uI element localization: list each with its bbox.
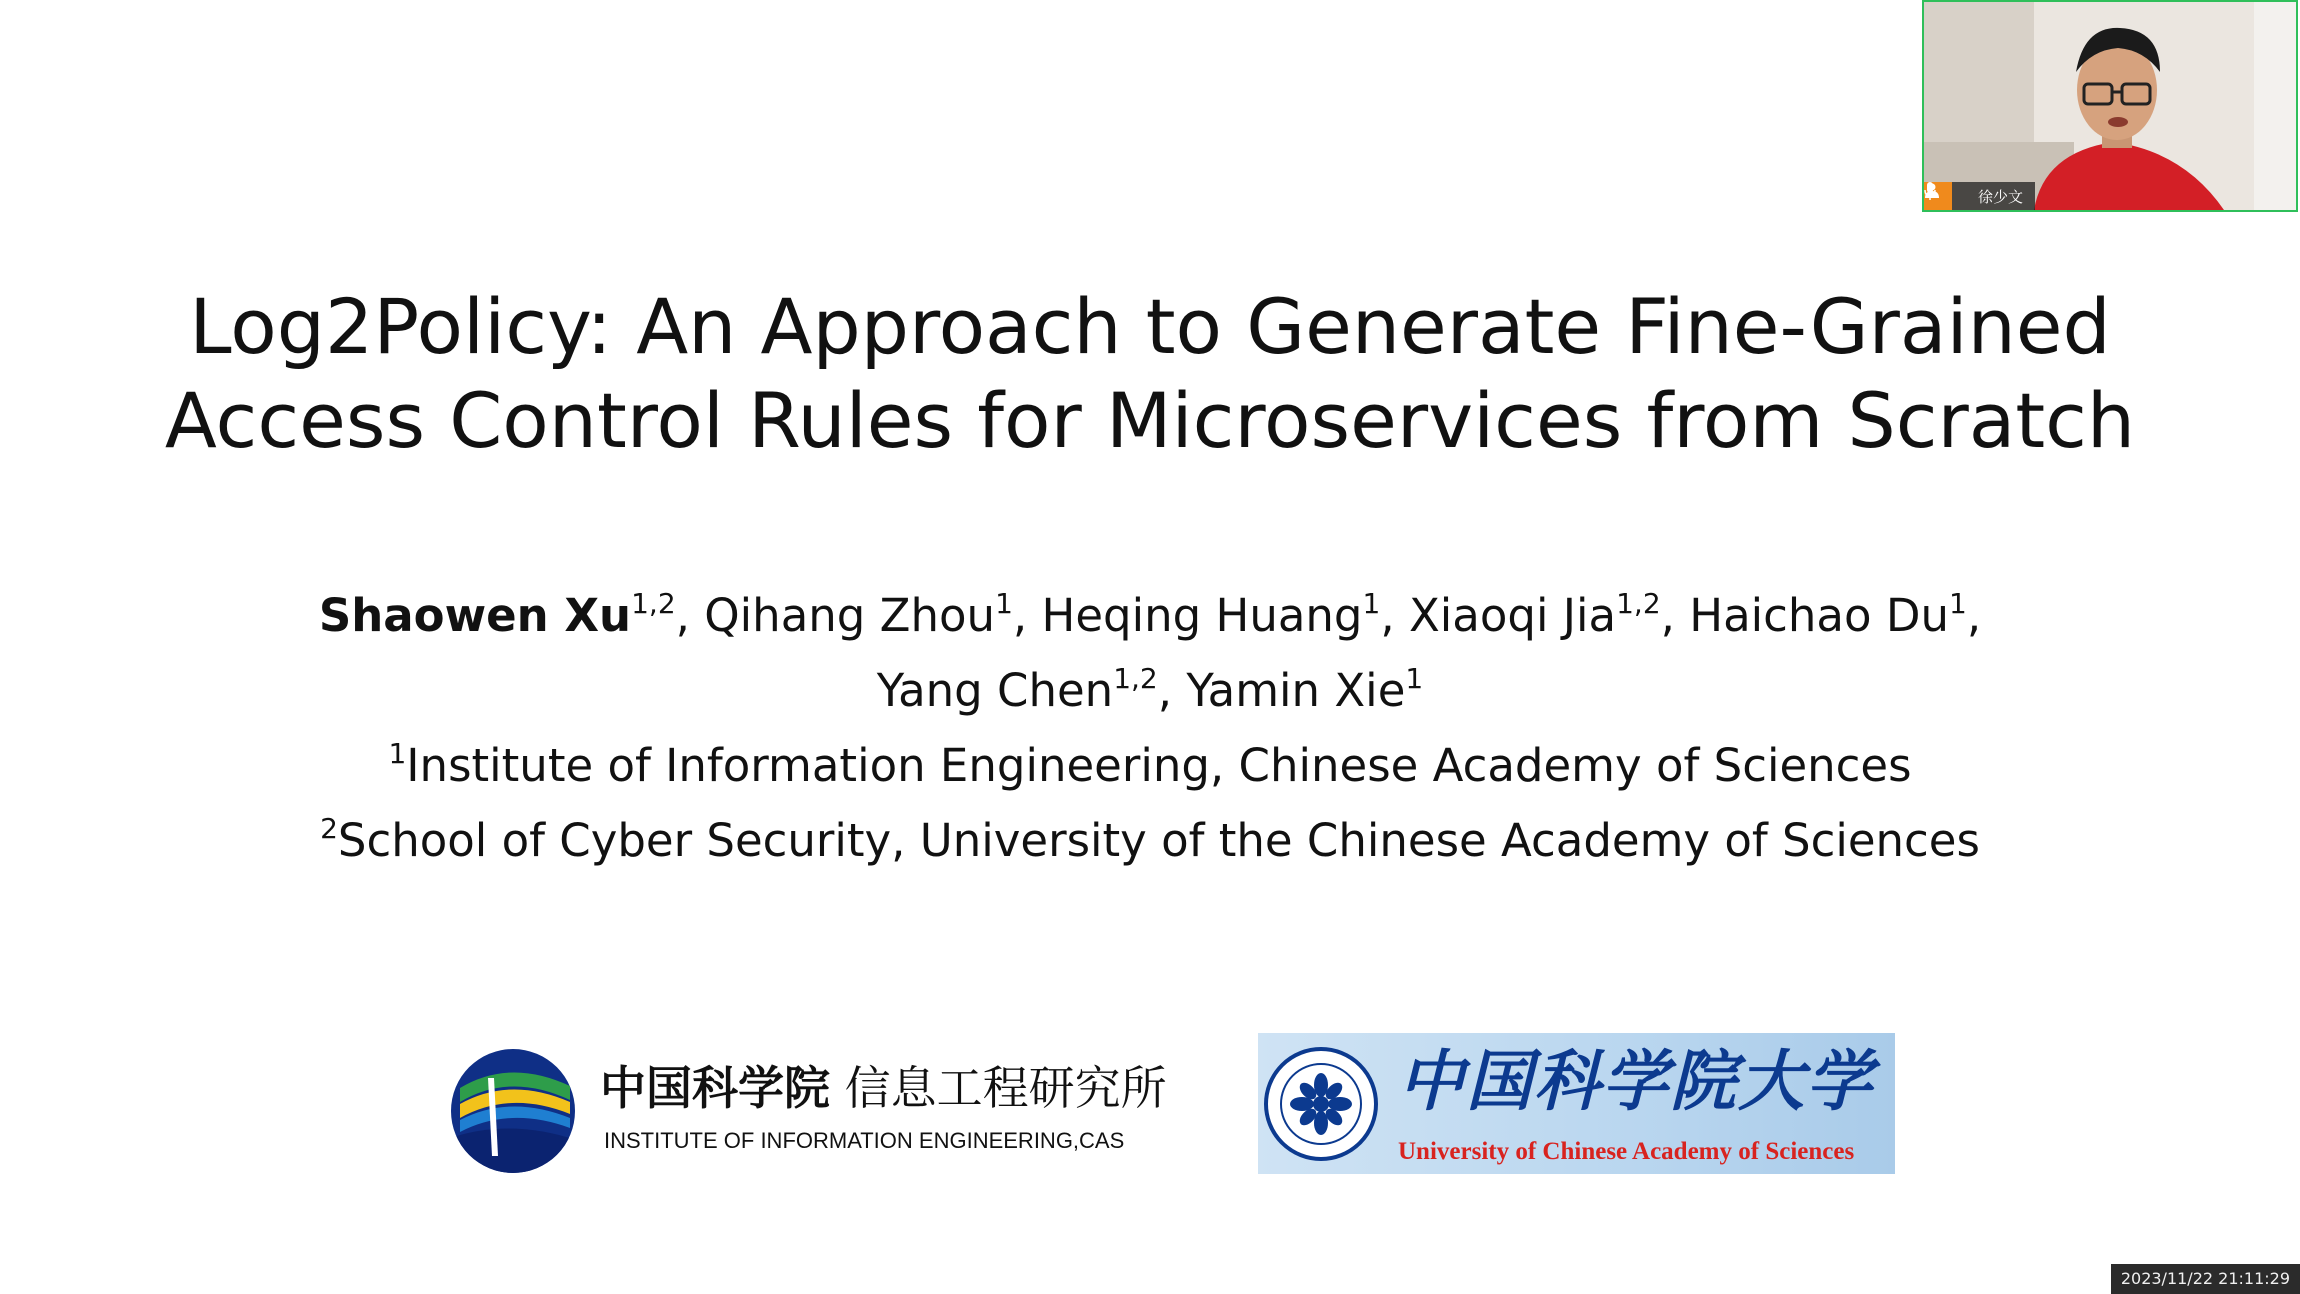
iie-chinese-name [600,1060,1167,1116]
ucas-logo [1258,1033,1895,1174]
author-block [0,578,2300,878]
author-name: Qihang Zhou [704,589,996,642]
affiliation-text: Institute of Information Engineering, Chinese Academy of Sciences [406,739,1912,792]
author-name: Xiaoqi Jia [1408,589,1617,642]
mic-icon[interactable] [1952,182,1974,210]
participant-name-tag [1924,182,2035,210]
affiliation-marker: 1 [388,737,407,770]
author-affil: 1 [1405,662,1424,695]
affiliation-text: School of Cyber Security, University of the Chinese Academy of Sciences [337,814,1980,867]
author-name: Haichao Du [1689,589,1950,642]
author-affil: 1,2 [1616,587,1661,620]
author-name: Yamin Xie [1186,664,1406,717]
author-affil: 1 [1362,587,1381,620]
author-name: Heqing Huang [1041,589,1363,642]
author-affil: 1,2 [631,587,676,620]
iie-cn-org: 中国科学院 [600,1061,830,1115]
title-line-1: Log2Policy: An Approach to Generate Fine-Grained [189,282,2111,371]
author-name: Yang Chen [876,664,1114,717]
iie-logo [450,1048,1167,1174]
title-line-2: Access Control Rules for Microservices from Scratch [164,376,2136,465]
ucas-seal-icon [1264,1047,1378,1161]
author-row-2: Yang Chen$^{1,2}$, Yamin Xie$^1$ [876,662,1424,717]
affiliation-2 [0,803,2300,878]
iie-emblem-icon [450,1048,576,1174]
author-name: Shaowen Xu [318,589,632,642]
ucas-english-name: University of Chinese Academy of Sciences [1398,1138,1855,1165]
iie-english-name: INSTITUTE OF INFORMATION ENGINEERING,CAS [604,1128,1125,1153]
timestamp: 2023/11/22 21:11:29 [2111,1264,2300,1294]
participant-name: 徐少文 [1978,187,2024,206]
author-row-1: Shaowen Xu$^{1,2}$, Qihang Zhou$^1$, Heqing Huang$^1$, Xiaoqi Jia$^{1,2}$, Haichao Du$^1$, [318,587,1982,642]
slide-title [0,280,2300,468]
affiliation-1 [0,728,2300,803]
participant-video-tile[interactable] [1922,0,2298,212]
author-affil: 1 [995,587,1013,620]
author-affil: 1,2 [1113,662,1158,695]
ucas-chinese-name: 中国科学院大学 [1398,1042,1874,1120]
iie-cn-inst: 信息工程研究所 [844,1061,1167,1115]
affiliation-marker: 2 [320,812,338,845]
author-affil: 1 [1949,587,1967,620]
participant-video-feed [1924,2,2296,210]
